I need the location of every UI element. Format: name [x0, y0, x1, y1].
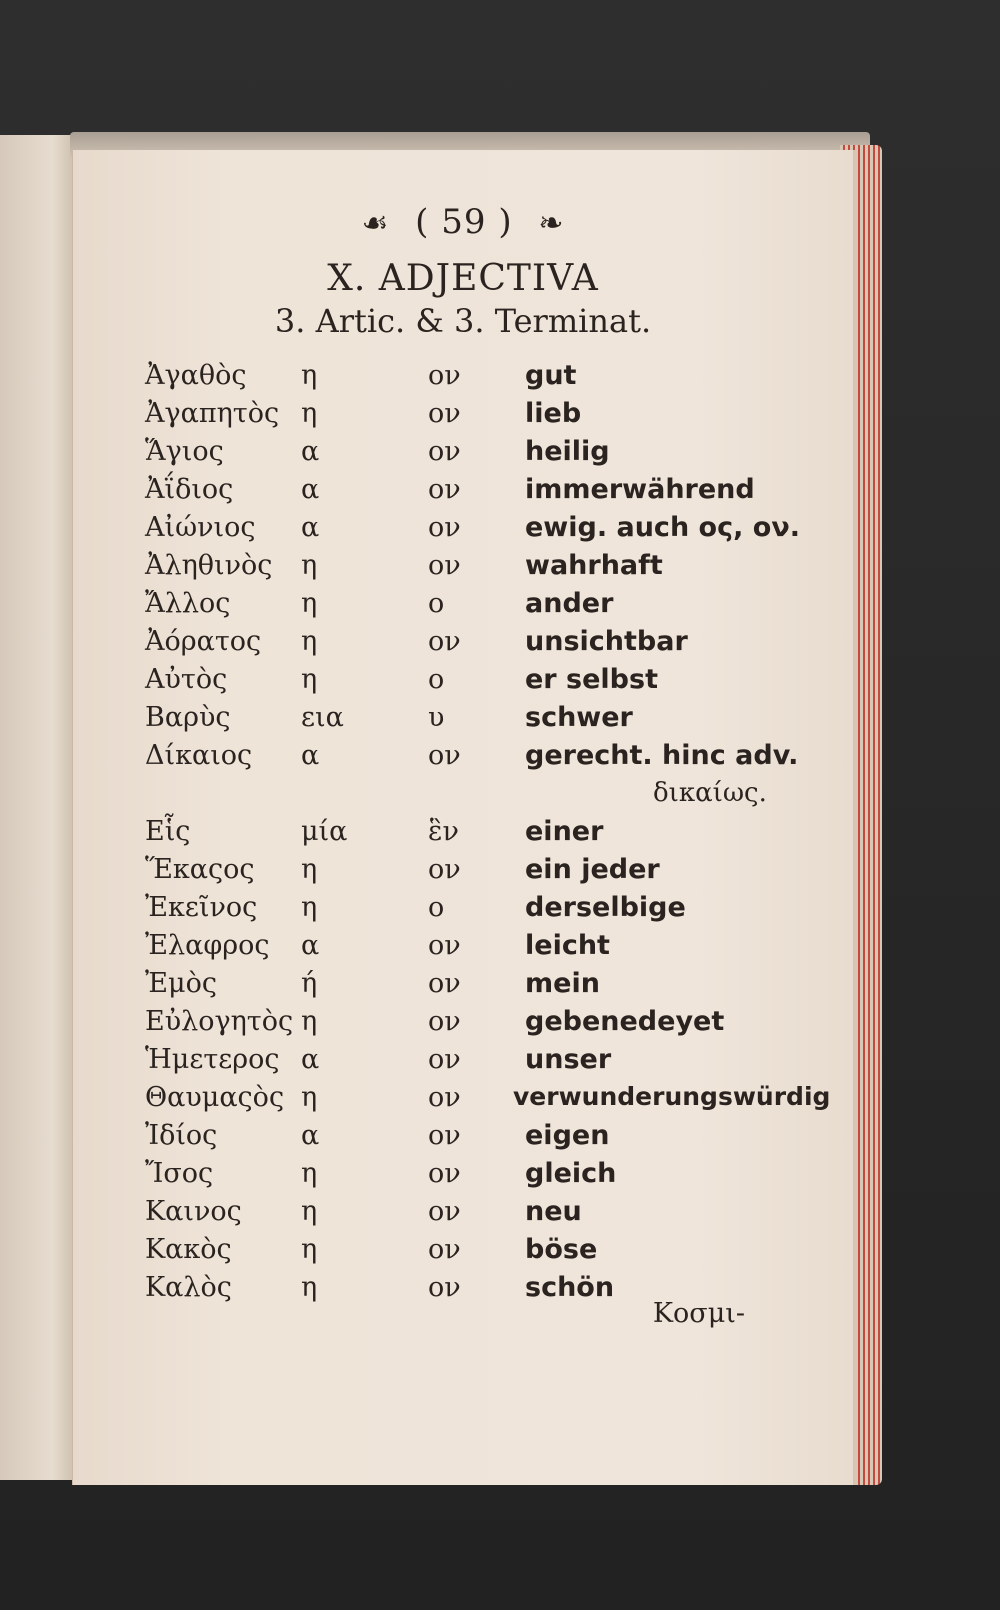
neuter-ending: ον — [428, 1272, 461, 1303]
german-meaning: eigen — [525, 1120, 610, 1151]
feminine-ending: η — [301, 360, 318, 391]
german-meaning: gleich — [525, 1158, 617, 1189]
german-meaning: ewig. auch ος, ον. — [525, 512, 800, 543]
list-item — [73, 968, 853, 1006]
greek-word: Ἐλαφρος — [145, 930, 270, 961]
neuter-ending: ον — [428, 1006, 461, 1037]
german-meaning: einer — [525, 816, 604, 847]
german-meaning: ander — [525, 588, 614, 619]
feminine-ending: η — [301, 588, 318, 619]
page-subtitle: 3. Artic. & 3. Terminat. — [274, 302, 652, 340]
list-item — [73, 664, 853, 702]
feminine-ending: η — [301, 398, 318, 429]
neuter-ending: ον — [428, 1082, 461, 1113]
list-item — [73, 360, 853, 398]
greek-word: Εἷς — [145, 816, 191, 847]
feminine-ending: α — [301, 436, 320, 467]
neuter-ending: υ — [428, 702, 445, 733]
list-item — [73, 1006, 853, 1044]
feminine-ending: α — [301, 740, 320, 771]
german-meaning: unser — [525, 1044, 612, 1075]
list-item — [73, 436, 853, 474]
german-meaning: gebenedeyet — [525, 1006, 725, 1037]
list-item — [73, 892, 853, 930]
list-item — [73, 474, 853, 512]
greek-word: Ἕκαςος — [145, 854, 255, 885]
page-number: ( 59 ) — [415, 202, 513, 242]
german-meaning: lieb — [525, 398, 582, 429]
neuter-ending: ον — [428, 968, 461, 999]
list-item — [73, 1234, 853, 1272]
greek-word: Δίκαιος — [145, 740, 253, 771]
neuter-ending: ον — [428, 436, 461, 467]
list-item — [73, 1196, 853, 1234]
facing-page-edge — [0, 135, 77, 1480]
greek-word: Ἀόρατος — [145, 626, 262, 657]
neuter-ending: ον — [428, 1196, 461, 1227]
greek-word: Ἴσος — [145, 1158, 214, 1189]
list-item — [73, 1158, 853, 1196]
feminine-ending: η — [301, 1006, 318, 1037]
greek-word: Ἐμὸς — [145, 968, 217, 999]
list-item — [73, 1044, 853, 1082]
neuter-ending: ον — [428, 854, 461, 885]
list-item — [73, 816, 853, 854]
german-meaning: neu — [525, 1196, 582, 1227]
german-meaning: verwunderungswürdig — [513, 1082, 831, 1111]
ornament-left-icon: ☙ — [361, 206, 390, 241]
german-meaning: gut — [525, 360, 577, 391]
page-title: X. ADJECTIVA — [327, 258, 599, 299]
list-item — [73, 550, 853, 588]
page-header — [73, 202, 853, 242]
neuter-ending: ον — [428, 1120, 461, 1151]
greek-word: Κακὸς — [145, 1234, 232, 1265]
neuter-ending: ον — [428, 740, 461, 771]
greek-word: Αἰώνιος — [145, 512, 256, 543]
german-meaning: leicht — [525, 930, 610, 961]
neuter-ending: ον — [428, 550, 461, 581]
greek-word: Καλὸς — [145, 1272, 232, 1303]
feminine-ending: η — [301, 1082, 318, 1113]
german-meaning: unsichtbar — [525, 626, 688, 657]
german-meaning: schön — [525, 1272, 615, 1303]
neuter-ending: ον — [428, 474, 461, 505]
feminine-ending: η — [301, 1272, 318, 1303]
greek-word: Ἀληθινὸς — [145, 550, 273, 581]
german-meaning: derselbige — [525, 892, 686, 923]
neuter-ending: ο — [428, 588, 445, 619]
list-item — [73, 512, 853, 550]
feminine-ending: μία — [301, 816, 348, 847]
german-meaning: immerwährend — [525, 474, 755, 505]
feminine-ending: η — [301, 550, 318, 581]
greek-word: Ἀγαθὸς — [145, 360, 247, 391]
list-item — [73, 854, 853, 892]
feminine-ending: η — [301, 854, 318, 885]
book-page — [72, 150, 853, 1485]
neuter-ending: ον — [428, 1234, 461, 1265]
list-item — [73, 702, 853, 740]
greek-word: Εὐλογητὸς — [145, 1006, 294, 1037]
neuter-ending: ον — [428, 360, 461, 391]
greek-word: Ἰδίος — [145, 1120, 218, 1151]
german-meaning: mein — [525, 968, 600, 999]
neuter-ending: ο — [428, 892, 445, 923]
list-item — [73, 1120, 853, 1158]
feminine-ending: η — [301, 626, 318, 657]
list-item — [73, 1082, 853, 1120]
greek-word: Αὐτὸς — [145, 664, 228, 695]
feminine-ending: η — [301, 1234, 318, 1265]
list-item — [73, 626, 853, 664]
feminine-ending: α — [301, 1044, 320, 1075]
greek-word: Ἡμετερος — [145, 1044, 280, 1075]
greek-word: Ἀγαπητὸς — [145, 398, 280, 429]
continuation-line: δικαίως. — [653, 778, 767, 808]
list-item — [73, 588, 853, 626]
greek-word: Ἄλλος — [145, 588, 231, 619]
greek-word: Ἐκεῖνος — [145, 892, 258, 923]
catchword: Κοσμι- — [652, 1298, 745, 1329]
greek-word: Βαρὺς — [145, 702, 231, 733]
feminine-ending: α — [301, 512, 320, 543]
feminine-ending: η — [301, 1196, 318, 1227]
list-item — [73, 740, 853, 778]
feminine-ending: α — [301, 474, 320, 505]
feminine-ending: α — [301, 1120, 320, 1151]
feminine-ending: εια — [301, 702, 344, 733]
greek-word: Καινος — [145, 1196, 242, 1227]
greek-word: Θαυμαςὸς — [145, 1082, 285, 1113]
neuter-ending: ον — [428, 512, 461, 543]
german-meaning: gerecht. hinc adv. — [525, 740, 799, 771]
feminine-ending: η — [301, 1158, 318, 1189]
neuter-ending: ον — [428, 1044, 461, 1075]
neuter-ending: ον — [428, 398, 461, 429]
neuter-ending: ον — [428, 626, 461, 657]
german-meaning: er selbst — [525, 664, 658, 695]
greek-word: Ἅγιος — [145, 436, 224, 467]
german-meaning: schwer — [525, 702, 633, 733]
feminine-ending: η — [301, 664, 318, 695]
neuter-ending: ον — [428, 930, 461, 961]
list-item — [73, 398, 853, 436]
greek-word: Ἀΐδιος — [145, 474, 234, 505]
ornament-right-icon: ❧ — [538, 206, 565, 241]
feminine-ending: ή — [301, 968, 318, 999]
neuter-ending: ἓν — [428, 816, 459, 847]
german-meaning: ein jeder — [525, 854, 660, 885]
neuter-ending: ον — [428, 1158, 461, 1189]
feminine-ending: η — [301, 892, 318, 923]
german-meaning: böse — [525, 1234, 598, 1265]
feminine-ending: α — [301, 930, 320, 961]
list-item — [73, 930, 853, 968]
german-meaning: wahrhaft — [525, 550, 663, 581]
german-meaning: heilig — [525, 436, 610, 467]
neuter-ending: ο — [428, 664, 445, 695]
